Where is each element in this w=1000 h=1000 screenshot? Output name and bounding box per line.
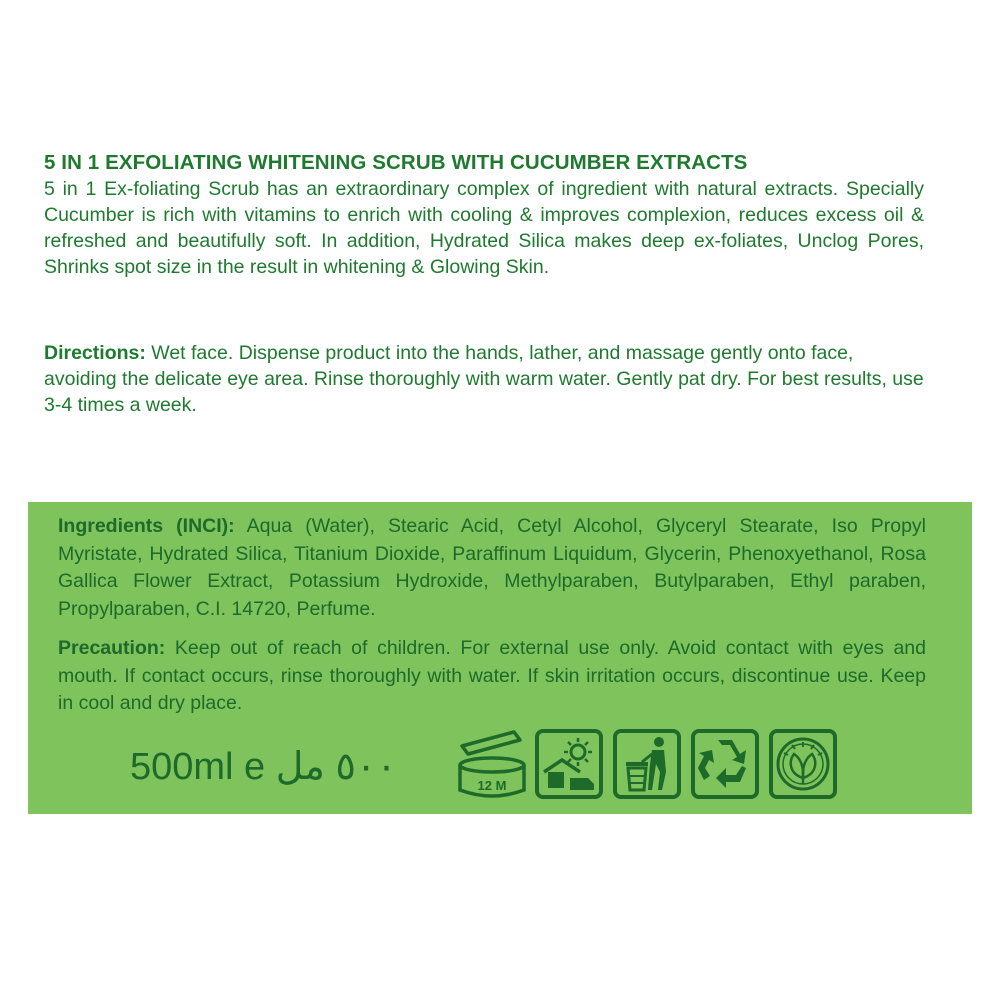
directions-text: Wet face. Dispense product into the hands, lather, and massage gently onto face, avoiding the delicate eye area. Rinse thoroughly with warm water. Gently pat dry. For best results, use 3-4 times a week. <box>44 342 924 416</box>
period-after-opening-icon <box>456 728 532 802</box>
recycle-icon <box>690 728 760 800</box>
ingredients-text: Aqua (Water), Stearic Acid, Cetyl Alcohol, Glyceryl Stearate, Iso Propyl Myristate, Hydrated Silica, Titanium Dioxide, Paraffinum Liquidum, Glycerin, Phenoxyethanol, Rosa Gallica Flower Extract, Potassium Hydroxide, Methylparaben, Butylparaben, Ethyl paraben, Propylparaben, C.I. 14720, Perfume. <box>58 515 927 620</box>
dispose-in-bin-icon <box>612 728 682 800</box>
natural-leaf-icon <box>768 728 838 800</box>
ingredients-label: Ingredients (INCI): <box>58 515 235 537</box>
directions-label: Directions: <box>44 342 146 364</box>
product-description: 5 in 1 Ex-foliating Scrub has an extraordinary complex of ingredient with natural extracts. Specially Cucumber is rich with vitamins to enrich with cooling & improves complexion, reduces excess oil & refreshed and beautifully soft. In addition, Hydrated Silica makes deep ex-foliates, Unclog Pores, Shrinks spot size in the result in whitening & Glowing Skin. <box>44 178 924 278</box>
ingredients-panel <box>28 502 972 814</box>
pao-label: 12 M <box>477 778 507 793</box>
product-title: 5 IN 1 EXFOLIATING WHITENING SCRUB WITH CUCUMBER EXTRACTS <box>44 151 748 174</box>
precaution-section <box>58 635 926 718</box>
ingredients-section <box>58 513 926 623</box>
directions-section <box>44 340 924 418</box>
precaution-label: Precaution: <box>58 637 166 659</box>
store-in-cool-dry-place-icon <box>534 728 604 800</box>
volume-label: 500ml e ٥٠٠ مل <box>130 746 397 788</box>
precaution-text: Keep out of reach of children. For external use only. Avoid contact with eyes and mouth. If contact occurs, rinse thoroughly with water. If skin irritation occurs, discontinue use. Keep in cool and dry place. <box>58 637 926 714</box>
product-info <box>44 150 924 280</box>
